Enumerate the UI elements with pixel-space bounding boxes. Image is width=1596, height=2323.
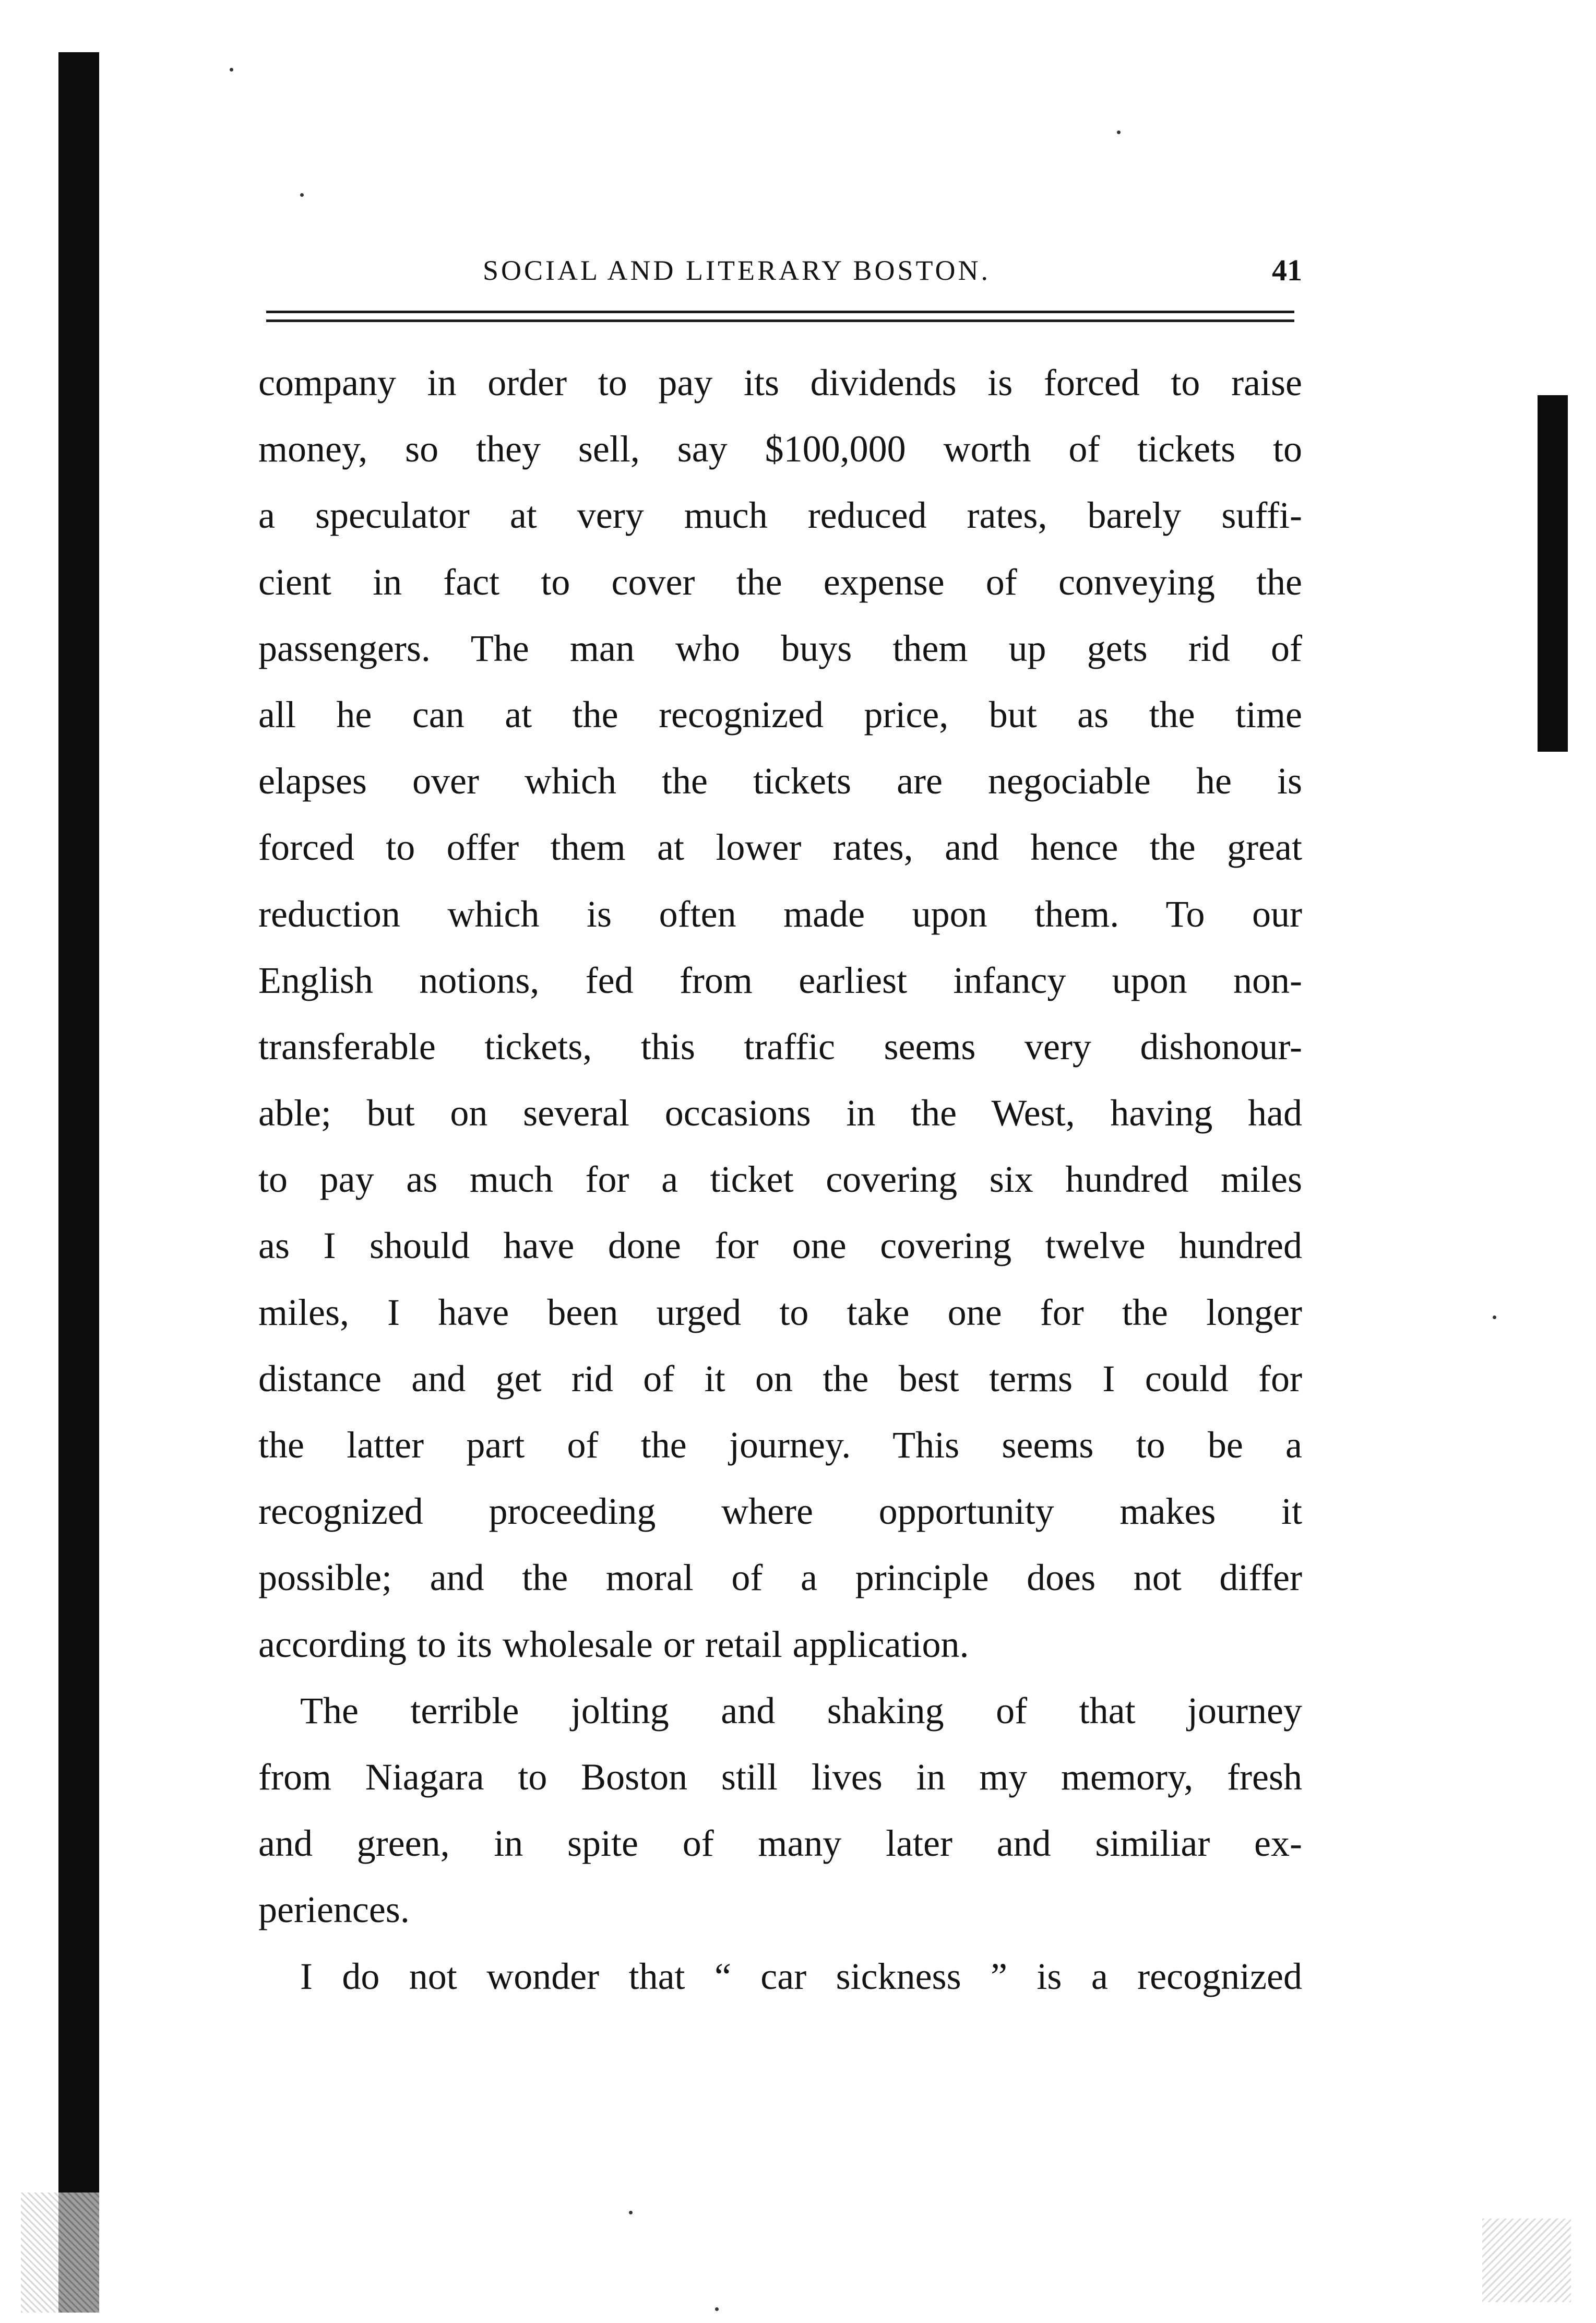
page-number: 41 bbox=[1272, 253, 1302, 287]
page-edge-mark bbox=[1538, 395, 1568, 752]
text-line: reduction which is often made upon them. To our bbox=[258, 893, 1302, 935]
scan-noise-right bbox=[1482, 2219, 1571, 2302]
text-line: all he can at the recognized price, but as the time bbox=[258, 693, 1302, 736]
scan-speck bbox=[629, 2211, 633, 2214]
text-line: cient in fact to cover the expense of conveying the bbox=[258, 561, 1302, 603]
text-line: forced to offer them at lower rates, and hence the great bbox=[258, 826, 1302, 869]
text-line: a speculator at very much reduced rates, barely suffi- bbox=[258, 494, 1302, 537]
text-line: money, so they sell, say $100,000 worth of tickets to bbox=[258, 428, 1302, 470]
binding-shadow bbox=[58, 52, 99, 2313]
header-rule-top bbox=[266, 311, 1294, 313]
scan-speck bbox=[300, 193, 304, 197]
text-line: the latter part of the journey. This seems to be a bbox=[258, 1424, 1302, 1466]
text-line: to pay as much for a ticket covering six hundred miles bbox=[258, 1158, 1302, 1201]
text-line: and green, in spite of many later and similiar ex- bbox=[258, 1822, 1302, 1865]
header-rule-bottom bbox=[266, 319, 1294, 322]
scan-speck bbox=[1117, 131, 1121, 134]
text-line: recognized proceeding where opportunity makes it bbox=[258, 1490, 1302, 1533]
running-title: SOCIAL AND LITERARY BOSTON. bbox=[483, 255, 991, 286]
scan-speck bbox=[1493, 1315, 1496, 1319]
text-line: English notions, fed from earliest infancy upon non- bbox=[258, 959, 1302, 1001]
paragraph-end-line: periences. bbox=[258, 1889, 410, 1931]
paragraph-start-line: The terrible jolting and shaking of that journey bbox=[300, 1689, 1302, 1732]
text-line: possible; and the moral of a principle does not differ bbox=[258, 1557, 1302, 1599]
scan-noise-left bbox=[21, 2192, 99, 2313]
text-line: passengers. The man who buys them up gets rid of bbox=[258, 627, 1302, 669]
running-header bbox=[258, 252, 1302, 289]
scan-speck bbox=[715, 2307, 719, 2311]
paragraph-end-line: according to its wholesale or retail application. bbox=[258, 1623, 969, 1665]
body-text bbox=[258, 350, 1302, 2010]
text-line: from Niagara to Boston still lives in my memory, fresh bbox=[258, 1756, 1302, 1798]
text-line: company in order to pay its dividends is forced to raise bbox=[258, 362, 1302, 404]
text-line: able; but on several occasions in the West, having had bbox=[258, 1092, 1302, 1134]
text-line: miles, I have been urged to take one for the longer bbox=[258, 1291, 1302, 1333]
text-line: elapses over which the tickets are negociable he is bbox=[258, 760, 1302, 802]
text-line: distance and get rid of it on the best terms I could for bbox=[258, 1357, 1302, 1400]
paragraph-start-line: I do not wonder that “ car sickness ” is a recognized bbox=[300, 1955, 1302, 1997]
scan-speck bbox=[230, 68, 233, 72]
text-line: as I should have done for one covering twelve hundred bbox=[258, 1225, 1302, 1267]
text-line: transferable tickets, this traffic seems very dishonour- bbox=[258, 1025, 1302, 1068]
